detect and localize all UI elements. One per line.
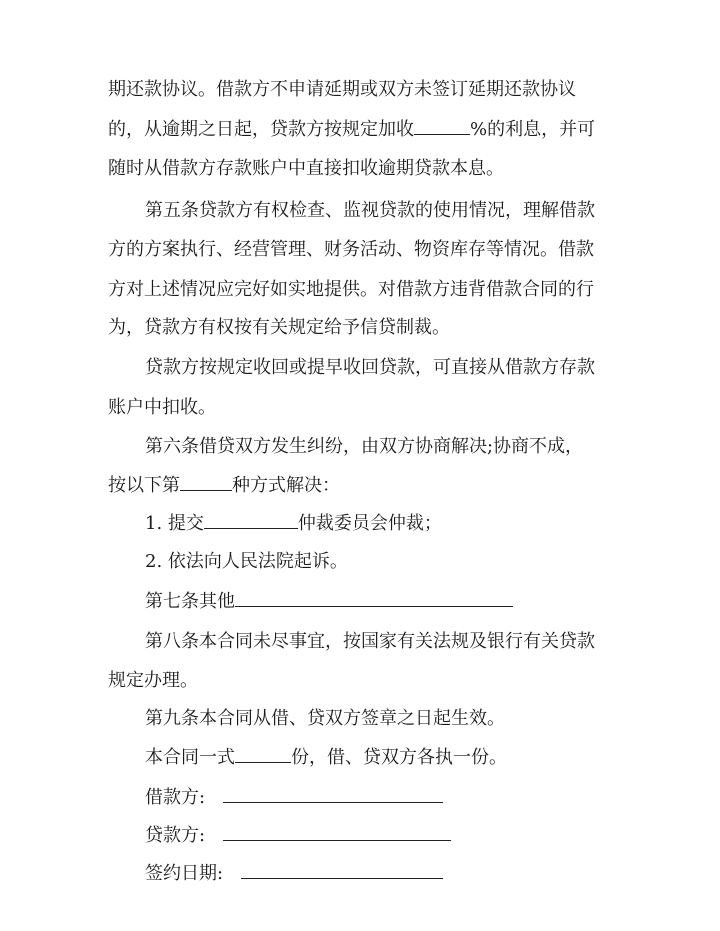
- article-7: [145, 590, 513, 614]
- copies-line: [145, 746, 507, 770]
- text-fragment: 仲裁委员会仲裁；: [297, 513, 442, 534]
- text-line: 贷款方按规定收回或提早收回贷款，可直接从借款方存款: [145, 357, 595, 378]
- fill-blank-method-number: [180, 474, 232, 491]
- text-fragment: 本合同一式: [145, 747, 235, 768]
- text-fragment: 第七条其他: [145, 591, 235, 612]
- text-line: 账户中扣收。: [108, 397, 216, 418]
- text-line: 方对上述情况应完好如实地提供。对借款方违背借款合同的行: [108, 279, 594, 300]
- text-fragment: 1. 提交: [145, 513, 204, 534]
- lender-signature: [145, 824, 451, 848]
- text-line: [108, 118, 595, 142]
- text-fragment: 种方式解决：: [232, 475, 340, 496]
- fill-blank-copies: [235, 746, 291, 763]
- article-8-heading: 第八条本合同未尽事宜，按国家有关法规及银行有关贷款: [145, 631, 595, 652]
- text-line: [108, 474, 340, 498]
- date-label: 签约日期:: [145, 863, 224, 884]
- text-fragment: 按以下第: [108, 475, 180, 496]
- borrower-label: 借款方:: [145, 787, 206, 808]
- fill-blank-arbitration-committee: [204, 512, 298, 529]
- text-fragment: %的利息，并可: [470, 119, 596, 140]
- option-2: 2. 依法向人民法院起诉。: [145, 551, 348, 572]
- lender-signature-line: [223, 824, 451, 841]
- fill-blank-other-terms: [235, 590, 513, 607]
- article-9: 第九条本合同从借、贷双方签章之日起生效。: [145, 708, 505, 729]
- text-fragment: 的，从逾期之日起，贷款方按规定加收: [108, 119, 414, 140]
- date-signature-line: [241, 862, 443, 879]
- text-line: 期还款协议。借款方不申请延期或双方未签订延期还款协议: [108, 79, 576, 100]
- borrower-signature-line: [223, 786, 443, 803]
- borrower-signature: [145, 786, 443, 810]
- article-5-heading: 第五条贷款方有权检查、监视贷款的使用情况，理解借款: [145, 200, 595, 221]
- option-1: [145, 512, 442, 536]
- signing-date: [145, 862, 443, 886]
- text-line: 方的方案执行、经营管理、财务活动、物资库存等情况。借款: [108, 239, 594, 260]
- article-6-heading: 第六条借贷双方发生纠纷，由双方协商解决;协商不成，: [145, 436, 584, 457]
- fill-blank-interest-rate: [414, 118, 470, 135]
- text-fragment: 份，借、贷双方各执一份。: [291, 747, 507, 768]
- text-line: 随时从借款方存款账户中直接扣收逾期贷款本息。: [108, 158, 504, 179]
- text-line: 规定办理。: [108, 670, 198, 691]
- lender-label: 贷款方:: [145, 825, 206, 846]
- text-line: 为，贷款方有权按有关规定给予信贷制裁。: [108, 317, 450, 338]
